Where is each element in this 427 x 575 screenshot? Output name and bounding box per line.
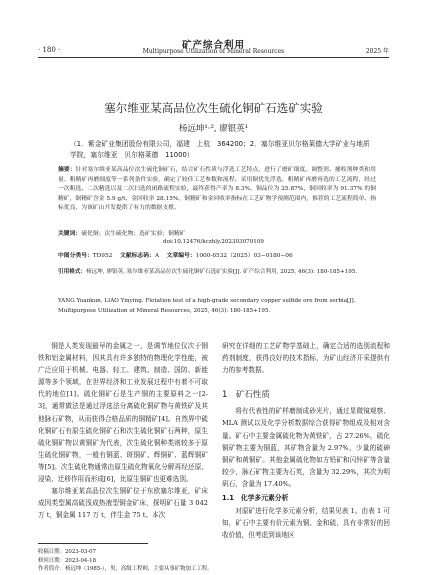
- doc-code-label: 文献标志码：: [120, 253, 155, 259]
- doc-code: A: [154, 253, 160, 259]
- abstract-label: 摘要：: [58, 167, 76, 173]
- affiliation: （1．紫金矿业集团股份有限公司，福建 上杭 364200；2．塞尔维亚贝尔格莱德大学矿业与地质学院，塞尔维亚 贝尔格莱德 11000）: [70, 140, 370, 159]
- paragraph: 对原矿进行化学多元素分析，结果见表 1。由表 1 可知，矿石中主要有价元素为铜、金和硫，具有非常好的回收价值，但考虑到该地区: [222, 507, 390, 540]
- paragraph: 塞尔维亚某高品位次生铜矿位于东欧塞尔维亚，矿床成因类型属高硫浅成热液型铜金矿床，探明矿石量 3 042 万 t，铜金属 117 万 t，伴生金 75 t。本次: [38, 487, 208, 520]
- paragraph: 将有代表性的矿样磨制成砂光片，通过显微镜观察、MLA 测试以及化学分析数据综合获得矿物组成及相对含量。矿石中主要金属硫化物为黄铁矿，占 27.26%，硫化铜矿物主要为铜蓝，其矿物含量为 2.97%，少量的硫砷铜矿和黄铜矿。其他金属硫化物如方铅矿和闪锌矿等含量较少，脉石矿物主要为石英，含量为 32.29%，其次为明矾石，含量为 17.40%。: [222, 407, 390, 488]
- citation-cn: [58, 267, 378, 277]
- doi[interactable]: doi:10.12476/kczhly.202303070109: [163, 239, 264, 245]
- paragraph: 研究在详细的工艺矿物学基础上，确定合适的选别流程和药剂制度，获得良好的技术指标，为矿山经济开采提供有力的参考数据。: [222, 342, 390, 375]
- citation-label: 引用格式：: [58, 269, 86, 275]
- clc-label: 中图分类号：: [58, 253, 93, 259]
- journal-title: 矿产综合利用: [181, 40, 245, 51]
- footnote-rule: [38, 543, 148, 544]
- journal-title-en: Multipurpose Utilization of Mineral Resources: [142, 48, 285, 55]
- citation-cn-text: 杨远坤, 廖银英. 塞尔维亚某高品位次生硫化铜矿石选矿实验[J]. 矿产综合利用, 2025, 46(3): 180-185+195.: [85, 269, 358, 275]
- header-rule: [38, 57, 389, 58]
- keywords-label: 关键词：: [58, 231, 82, 237]
- article-no-label: 文章编号：: [166, 253, 196, 259]
- keywords: [58, 230, 376, 239]
- abstract: [58, 166, 376, 214]
- revised-date: 修回日期：2023-04-18: [38, 557, 97, 564]
- classification-line: [58, 250, 398, 259]
- section-heading: 1 矿石性质: [222, 390, 270, 401]
- article-no: 1000-6532（2025）03−0180−06: [195, 253, 293, 259]
- subsection-heading: 1.1 化学多元素分析: [222, 494, 289, 503]
- citation-en: YANG Yuankun, LIAO Yinying. Flotation test of a high-grade secondary copper sulfide ore from serbia[J]. Multipurpose Utilization of Mineral Resources, 2025, 46(3): 180-185+195.: [58, 298, 356, 314]
- issue-year: 2025 年: [365, 48, 389, 55]
- body-left-column: [38, 340, 208, 521]
- abstract-text: 针对塞尔维亚某高品位次生硫化铜矿石，结合矿石性质与浮选工艺特点，进行了磨矿细度、调整剂、捕收剂种类和用量、粗精矿再磨细度等一系列条件实验，确定了较佳工艺参数和流程。采用铜优先浮选，粗精矿再磨再选的工艺流程，经过一次粗选、二次精选以及二次扫选的闭路流程实验，最终获得产率为 8.3%、铜品位为 25.87%、铜回收率为 91.37% 的铜精矿，铜精矿含金 5.9 g/t，金回收率 28.15%。铜精矿和金回收率指标在工艺矿物学预测范围内，推荐的工艺流程简单、指标优良，为该矿山开发提供了有力的数据支撑。: [58, 167, 376, 212]
- received-date: 收稿日期：2023-03-07: [38, 549, 97, 555]
- author-bio: 作者简介：杨远坤（1985-），男，高级工程师，主要从事矿物加工工程。: [38, 566, 213, 573]
- article-title: 塞尔维亚某高品位次生硫化铜矿石选矿实验: [104, 101, 323, 115]
- authors: 杨远坤¹·², 廖银英¹: [178, 124, 249, 134]
- keywords-text: 硫化铜；次生硫化物；选矿实验；铜精矿: [81, 231, 186, 237]
- footnote: [38, 548, 213, 574]
- page-number: · 180 ·: [38, 46, 61, 54]
- body-right-column: [222, 340, 390, 541]
- clc-code: TD952: [92, 253, 113, 259]
- paragraph: 铜是人类发现最早的金属之一，是调节地位仅次于钢铁和铝金属材料，因其具有许多独特的物理化学性能，被广泛应用于机械、电器、轻工、建筑、制造、国防、新能源等多个领域，在世界经济和工业发展过程中有着不可取代的地位[1]。硫化铜矿石是生产铜的主要原料之一[2-3]，通常做法是通过浮选法分离硫化铜矿物与黄铁矿及其他脉石矿物，从而获得合格品质的铜精矿[4]。自然界中硫化铜矿石有原生硫化铜矿石和次生硫化铜矿石两种，原生硫化铜矿物以黄铜矿为代表，次生硫化铜种类则较多于原生硫化铜矿物，一般有铜蓝、斑铜矿、辉铜矿、蓝辉铜矿等[5]。次生硫化物通常由原生硫化物氧化分解再经还原、浸染、迁移作用而形成[6]，比原生铜矿也更难选别。: [38, 342, 208, 484]
